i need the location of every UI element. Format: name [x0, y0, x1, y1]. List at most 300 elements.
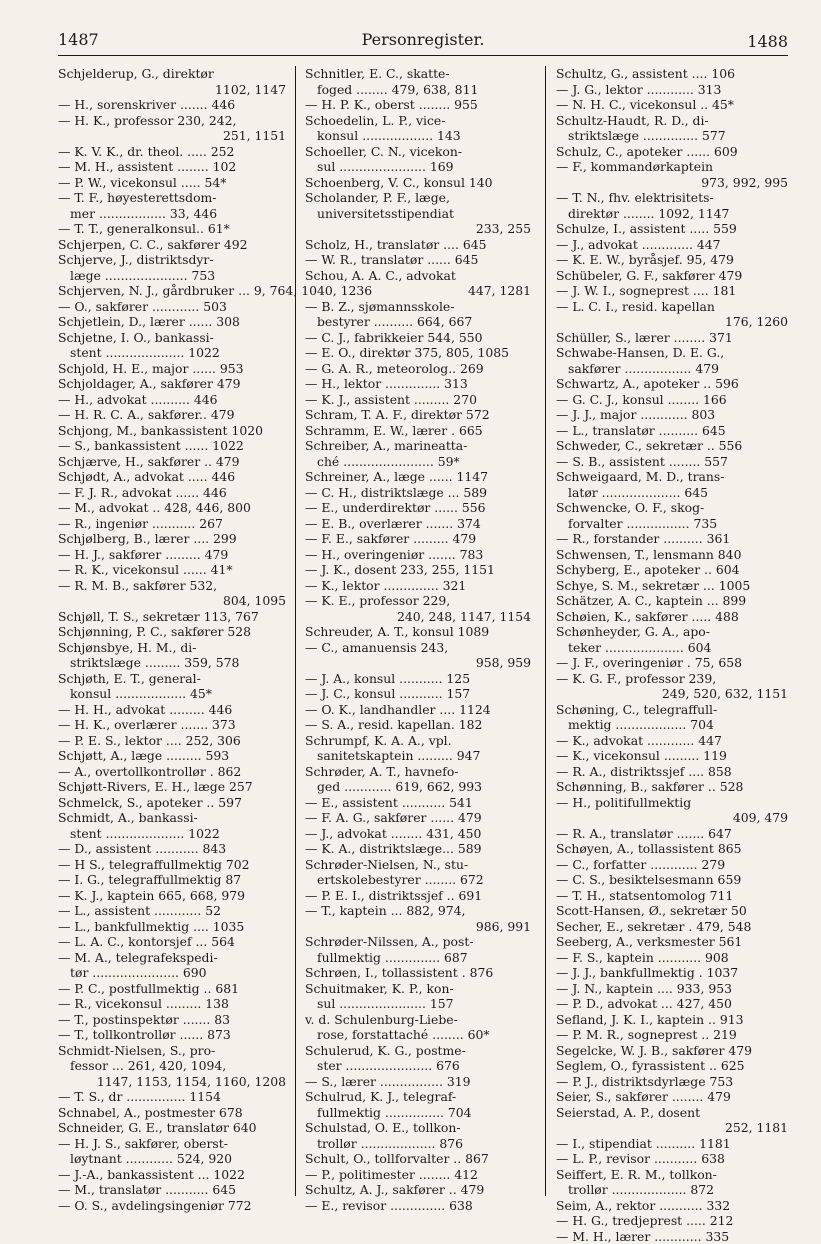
- entry-line: Schjetne, I. O., bankassi-: [58, 330, 286, 346]
- entry-line: — O., sakfører ............ 503: [58, 299, 286, 315]
- entry-line: — M., advokat .. 428, 446, 800: [58, 500, 286, 516]
- entry-line: — H. R. C. A., sakfører.. 479: [58, 407, 286, 423]
- entry-continuation-line: stent .................... 1022: [58, 345, 286, 361]
- register-entry: [556, 748, 788, 764]
- register-entry: [556, 903, 788, 919]
- entry-continuation-line: 1147, 1153, 1154, 1160, 1208: [58, 1074, 286, 1090]
- entry-line: Seglem, O., fyrassistent .. 625: [556, 1058, 788, 1074]
- entry-line: Schram, T. A. F., direktør 572: [305, 407, 531, 423]
- entry-continuation-line: 176, 1260: [556, 314, 788, 330]
- register-entry: [556, 159, 788, 190]
- register-entry: [556, 624, 788, 655]
- entry-line: — H., politifullmektig: [556, 795, 788, 811]
- register-entry: [556, 934, 788, 950]
- register-entry: [305, 144, 531, 175]
- register-entry: [58, 1182, 286, 1198]
- entry-line: Schjønning, P. C., sakfører 528: [58, 624, 286, 640]
- register-entry: [556, 655, 788, 671]
- entry-line: Schjølberg, B., lærer .... 299: [58, 531, 286, 547]
- register-entry: [58, 97, 286, 113]
- entry-line: — T., postinspektør ....... 83: [58, 1012, 286, 1028]
- entry-continuation-line: universitetsstipendiat: [305, 206, 531, 222]
- register-entry: [556, 702, 788, 733]
- entry-line: — R., ingeniør ........... 267: [58, 516, 286, 532]
- register-entry: [58, 981, 286, 997]
- entry-continuation-line: 409, 479: [556, 810, 788, 826]
- register-entry: [305, 965, 531, 981]
- entry-line: Schultz, A. J., sakfører .. 479: [305, 1182, 531, 1198]
- entry-line: — J., advokat ............. 447: [556, 237, 788, 253]
- entry-line: — L. P., revisor ........... 638: [556, 1151, 788, 1167]
- register-entry: [556, 268, 788, 284]
- entry-line: Schmidt, A., bankassi-: [58, 810, 286, 826]
- entry-line: — I. G., telegraffullmektig 87: [58, 872, 286, 888]
- register-entry: [58, 748, 286, 764]
- register-entry: [58, 252, 286, 283]
- entry-line: — C., amanuensis 243,: [305, 640, 531, 656]
- register-entry: [58, 392, 286, 408]
- entry-line: — J. G., lektor ............ 313: [556, 82, 788, 98]
- register-entry: [58, 1167, 286, 1183]
- entry-line: — R. A., translatør ....... 647: [556, 826, 788, 842]
- register-entry: [556, 779, 788, 795]
- entry-line: — K., vicekonsul ......... 119: [556, 748, 788, 764]
- entry-line: — P. E. I., distriktssjef .. 691: [305, 888, 531, 904]
- entry-line: Schønheyder, G. A., apo-: [556, 624, 788, 640]
- register-entry: [556, 996, 788, 1012]
- register-entry: [58, 237, 286, 253]
- entry-continuation-line: 240, 248, 1147, 1154: [305, 609, 531, 625]
- entry-line: Schreuder, A. T., konsul 1089: [305, 624, 531, 640]
- register-entry: [556, 531, 788, 547]
- register-entry: [556, 423, 788, 439]
- page-number-left: 1487: [58, 30, 99, 49]
- register-entry: [305, 237, 531, 253]
- register-entry: [305, 857, 531, 888]
- entry-line: — C. H., distriktslæge ... 589: [305, 485, 531, 501]
- register-entry: [58, 1120, 286, 1136]
- register-entry: [58, 934, 286, 950]
- entry-line: Scholander, P. F., læge,: [305, 190, 531, 206]
- register-entry: [305, 671, 531, 687]
- entry-line: — L., bankfullmektig .... 1035: [58, 919, 286, 935]
- entry-line: — R. A., distriktssjef .... 858: [556, 764, 788, 780]
- entry-line: — M., translatør ........... 645: [58, 1182, 286, 1198]
- entry-line: — G. A. R., meteorolog.. 269: [305, 361, 531, 377]
- register-entry: [58, 407, 286, 423]
- entry-line: — O. S., avdelingsingeniør 772: [58, 1198, 286, 1214]
- register-entry: [556, 1229, 788, 1244]
- page-title: Personregister.: [58, 30, 788, 49]
- register-entry: [58, 888, 286, 904]
- entry-line: Schjong, M., bankassistent 1020: [58, 423, 286, 439]
- register-entry: [305, 547, 531, 563]
- register-entry: [58, 66, 286, 97]
- entry-line: — F. E., sakfører ......... 479: [305, 531, 531, 547]
- register-entry: [556, 438, 788, 454]
- register-entry: [305, 1012, 531, 1043]
- register-entry: [58, 531, 286, 547]
- header-rule: [58, 55, 788, 56]
- register-entry: [305, 407, 531, 423]
- entry-continuation-line: konsul .................. 45*: [58, 686, 286, 702]
- register-entry: [305, 66, 531, 97]
- entry-line: Schmelck, S., apoteker .. 597: [58, 795, 286, 811]
- register-entry: [556, 981, 788, 997]
- register-entry: [305, 1074, 531, 1090]
- register-entry: [305, 1167, 531, 1183]
- entry-line: — C. S., besiktelsesmann 659: [556, 872, 788, 888]
- register-entry: [58, 469, 286, 485]
- entry-continuation-line: 249, 520, 632, 1151: [556, 686, 788, 702]
- entry-line: — E., revisor .............. 638: [305, 1198, 531, 1214]
- register-entry: [58, 810, 286, 841]
- register-entry: [556, 454, 788, 470]
- register-entry: [305, 1151, 531, 1167]
- entry-line: — S., bankassistent ...... 1022: [58, 438, 286, 454]
- register-entry: [305, 640, 531, 671]
- entry-continuation-line: teker .................... 604: [556, 640, 788, 656]
- register-entry: [556, 1043, 788, 1059]
- entry-line: — M. H., assistent ........ 102: [58, 159, 286, 175]
- entry-line: Schjerve, J., distriktsdyr-: [58, 252, 286, 268]
- entry-line: — P., politimester ........ 412: [305, 1167, 531, 1183]
- entry-line: — T., kaptein ... 882, 974,: [305, 903, 531, 919]
- register-entry: [305, 500, 531, 516]
- register-column-1: [58, 66, 286, 1213]
- register-entry: [556, 826, 788, 842]
- entry-continuation-line: 251, 1151: [58, 128, 286, 144]
- entry-line: — H. J., sakfører ......... 479: [58, 547, 286, 563]
- entry-continuation-line: mektig .................. 704: [556, 717, 788, 733]
- entry-line: Schjoldager, A., sakfører 479: [58, 376, 286, 392]
- register-entry: [556, 237, 788, 253]
- register-entry: [305, 934, 531, 965]
- entry-line: Schøyen, A., tollassistent 865: [556, 841, 788, 857]
- entry-line: — R., forstander .......... 361: [556, 531, 788, 547]
- register-entry: [305, 252, 531, 268]
- register-entry: [58, 113, 286, 144]
- entry-line: Schjøtt, A., læge ......... 593: [58, 748, 286, 764]
- entry-line: Schoenberg, V. C., konsul 140: [305, 175, 531, 191]
- entry-line: — E., assistent ........... 541: [305, 795, 531, 811]
- entry-line: — S. A., resid. kapellan. 182: [305, 717, 531, 733]
- entry-line: Schrøder-Nielsen, N., stu-: [305, 857, 531, 873]
- register-entry: [556, 950, 788, 966]
- register-entry: [305, 1089, 531, 1120]
- entry-line: Schrøder, A. T., havnefo-: [305, 764, 531, 780]
- entry-line: Schätzer, A. C., kaptein ... 899: [556, 593, 788, 609]
- register-column-2: [305, 66, 531, 1213]
- register-entry: [58, 795, 286, 811]
- register-entry: [305, 345, 531, 361]
- entry-continuation-line: sul ...................... 157: [305, 996, 531, 1012]
- register-entry: [58, 1089, 286, 1105]
- register-entry: [556, 330, 788, 346]
- entry-line: — T. S., dr ............... 1154: [58, 1089, 286, 1105]
- entry-line: — H S., telegraffullmektig 702: [58, 857, 286, 873]
- entry-continuation-line: 252, 1181: [556, 1120, 788, 1136]
- entry-line: — J., advokat ........ 431, 450: [305, 826, 531, 842]
- register-entry: [58, 438, 286, 454]
- register-entry: [58, 717, 286, 733]
- entry-line: — J. C., konsul ........... 157: [305, 686, 531, 702]
- register-entry: [305, 686, 531, 702]
- entry-line: — L. C. I., resid. kapellan: [556, 299, 788, 315]
- register-entry: [305, 438, 531, 469]
- register-entry: [305, 392, 531, 408]
- entry-line: Scott-Hansen, Ø., sekretær 50: [556, 903, 788, 919]
- entry-line: — C., forfatter ............ 279: [556, 857, 788, 873]
- entry-line: Schye, S. M., sekretær ... 1005: [556, 578, 788, 594]
- register-entry: [58, 159, 286, 175]
- register-entry: [305, 330, 531, 346]
- register-entry: [58, 733, 286, 749]
- entry-line: — H. P. K., oberst ........ 955: [305, 97, 531, 113]
- register-entry: [58, 1105, 286, 1121]
- entry-continuation-line: 958, 959: [305, 655, 531, 671]
- entry-line: — F. J. R., advokat ...... 446: [58, 485, 286, 501]
- entry-line: Schjerven, N. J., gårdbruker ... 9, 764, 1040, 1236: [58, 283, 286, 299]
- entry-continuation-line: fessor ... 261, 420, 1094,: [58, 1058, 286, 1074]
- register-entry: [556, 113, 788, 144]
- entry-line: Schjerpen, C. C., sakfører 492: [58, 237, 286, 253]
- entry-line: — H. K., professor 230, 242,: [58, 113, 286, 129]
- entry-line: — I., stipendiat .......... 1181: [556, 1136, 788, 1152]
- register-entry: [58, 485, 286, 501]
- register-entry: [305, 299, 531, 330]
- entry-line: Schramm, E. W., lærer . 665: [305, 423, 531, 439]
- register-entry: [556, 888, 788, 904]
- entry-line: — H., sorenskriver ....... 446: [58, 97, 286, 113]
- entry-line: Schou, A. A. C., advokat: [305, 268, 531, 284]
- entry-line: Schulerud, K. G., postme-: [305, 1043, 531, 1059]
- entry-line: Schuitmaker, K. P., kon-: [305, 981, 531, 997]
- register-entry: [58, 1136, 286, 1167]
- entry-continuation-line: trollør ................... 876: [305, 1136, 531, 1152]
- entry-line: — K. V. K., dr. theol. ..... 252: [58, 144, 286, 160]
- register-entry: [305, 516, 531, 532]
- entry-line: — H., overingeniør ....... 783: [305, 547, 531, 563]
- entry-line: — J. J., major ............ 803: [556, 407, 788, 423]
- entry-line: — P. D., advokat ... 427, 450: [556, 996, 788, 1012]
- register-entry: [556, 1136, 788, 1152]
- entry-line: — T. H., statsentomolog 711: [556, 888, 788, 904]
- entry-continuation-line: løytnant ............ 524, 920: [58, 1151, 286, 1167]
- column-divider-1: [295, 66, 296, 1196]
- register-entry: [556, 1074, 788, 1090]
- entry-line: — A., overtollkontrollør . 862: [58, 764, 286, 780]
- register-entry: [305, 485, 531, 501]
- register-entry: [556, 1027, 788, 1043]
- entry-line: — R., vicekonsul ......... 138: [58, 996, 286, 1012]
- entry-line: Seeberg, A., verksmester 561: [556, 934, 788, 950]
- entry-line: — K. J., assistent ......... 270: [305, 392, 531, 408]
- register-entry: [58, 857, 286, 873]
- entry-continuation-line: direktør ........ 1092, 1147: [556, 206, 788, 222]
- entry-line: v. d. Schulenburg-Liebe-: [305, 1012, 531, 1028]
- entry-line: — P. M. R., sogneprest .. 219: [556, 1027, 788, 1043]
- entry-line: Schulz, C., apoteker ...... 609: [556, 144, 788, 160]
- register-entry: [58, 175, 286, 191]
- register-entry: [305, 717, 531, 733]
- entry-line: — J. N., kaptein .... 933, 953: [556, 981, 788, 997]
- register-entry: [305, 841, 531, 857]
- register-entry: [58, 671, 286, 702]
- entry-line: — P. W., vicekonsul ..... 54*: [58, 175, 286, 191]
- register-entry: [58, 190, 286, 221]
- register-entry: [556, 376, 788, 392]
- register-column-3: [556, 66, 788, 1244]
- register-entry: [58, 919, 286, 935]
- entry-line: Secher, E., sekretær . 479, 548: [556, 919, 788, 935]
- entry-continuation-line: foged ........ 479, 638, 811: [305, 82, 531, 98]
- register-entry: [58, 702, 286, 718]
- entry-line: Schrumpf, K. A. A., vpl.: [305, 733, 531, 749]
- register-entry: [58, 314, 286, 330]
- entry-line: Schjøll, T. S., sekretær 113, 767: [58, 609, 286, 625]
- register-entry: [556, 1012, 788, 1028]
- register-entry: [556, 407, 788, 423]
- entry-line: Segelcke, W. J. B., sakfører 479: [556, 1043, 788, 1059]
- entry-line: Schjønsbye, H. M., di-: [58, 640, 286, 656]
- register-entry: [58, 454, 286, 470]
- register-entry: [58, 221, 286, 237]
- entry-line: — T., tollkontrollør ...... 873: [58, 1027, 286, 1043]
- register-entry: [305, 764, 531, 795]
- entry-line: — N. H. C., vicekonsul .. 45*: [556, 97, 788, 113]
- entry-continuation-line: 447, 1281: [305, 283, 531, 299]
- register-entry: [305, 795, 531, 811]
- register-entry: [305, 469, 531, 485]
- entry-line: — K. J., kaptein 665, 668, 979: [58, 888, 286, 904]
- entry-line: Schøien, K., sakfører ..... 488: [556, 609, 788, 625]
- entry-line: Schnitler, E. C., skatte-: [305, 66, 531, 82]
- register-entry: [58, 330, 286, 361]
- entry-line: — H. K., overlærer ....... 373: [58, 717, 286, 733]
- entry-line: — H., advokat .......... 446: [58, 392, 286, 408]
- register-entry: [556, 1198, 788, 1214]
- register-entry: [58, 779, 286, 795]
- entry-line: Schwabe-Hansen, D. E. G.,: [556, 345, 788, 361]
- register-entry: [305, 97, 531, 113]
- entry-line: — P. C., postfullmektig .. 681: [58, 981, 286, 997]
- register-entry: [58, 996, 286, 1012]
- entry-line: Schwensen, T., lensmann 840: [556, 547, 788, 563]
- register-entry: [58, 872, 286, 888]
- register-entry: [556, 671, 788, 702]
- entry-line: — K., advokat ............ 447: [556, 733, 788, 749]
- entry-line: Schrøder-Nilssen, A., post-: [305, 934, 531, 950]
- entry-line: — E. B., overlærer ....... 374: [305, 516, 531, 532]
- register-entry: [305, 376, 531, 392]
- register-entry: [556, 392, 788, 408]
- entry-line: — S. B., assistent ........ 557: [556, 454, 788, 470]
- entry-line: — T. N., fhv. elektrisitets-: [556, 190, 788, 206]
- register-entry: [305, 562, 531, 578]
- entry-line: Schwartz, A., apoteker .. 596: [556, 376, 788, 392]
- entry-line: Schjetlein, D., lærer ...... 308: [58, 314, 286, 330]
- entry-line: Schrøen, I., tollassistent . 876: [305, 965, 531, 981]
- entry-line: Schultz-Haudt, R. D., di-: [556, 113, 788, 129]
- entry-line: — H. G., tredjeprest ..... 212: [556, 1213, 788, 1229]
- entry-line: Sefland, J. K. I., kaptein .. 913: [556, 1012, 788, 1028]
- page-header: [58, 30, 788, 54]
- entry-continuation-line: fullmektig .............. 687: [305, 950, 531, 966]
- entry-line: Schoedelin, L. P., vice-: [305, 113, 531, 129]
- register-entry: [58, 1027, 286, 1043]
- entry-line: — D., assistent ........... 843: [58, 841, 286, 857]
- register-entry: [58, 1198, 286, 1214]
- register-entry: [305, 1120, 531, 1151]
- register-entry: [58, 1012, 286, 1028]
- entry-continuation-line: konsul .................. 143: [305, 128, 531, 144]
- entry-line: Schweigaard, M. D., trans-: [556, 469, 788, 485]
- entry-continuation-line: striktslæge .............. 577: [556, 128, 788, 144]
- entry-line: — F. A. G., sakfører ...... 479: [305, 810, 531, 826]
- register-entry: [58, 640, 286, 671]
- entry-line: — F. S., kaptein ........... 908: [556, 950, 788, 966]
- entry-line: — W. R., translatør ...... 645: [305, 252, 531, 268]
- register-entry: [58, 903, 286, 919]
- register-entry: [556, 872, 788, 888]
- entry-line: — E., underdirektør ...... 556: [305, 500, 531, 516]
- register-entry: [305, 423, 531, 439]
- entry-line: — J.-A., bankassistent ... 1022: [58, 1167, 286, 1183]
- entry-line: — F., kommandørkaptein: [556, 159, 788, 175]
- entry-line: — K. A., distriktslæge... 589: [305, 841, 531, 857]
- register-entry: [58, 283, 286, 299]
- entry-continuation-line: læge ..................... 753: [58, 268, 286, 284]
- register-entry: [58, 299, 286, 315]
- entry-continuation-line: mer ................. 33, 446: [58, 206, 286, 222]
- entry-line: Schønning, B., sakfører .. 528: [556, 779, 788, 795]
- register-entry: [58, 144, 286, 160]
- register-entry: [556, 1105, 788, 1136]
- register-entry: [305, 175, 531, 191]
- entry-continuation-line: fullmektig ............... 704: [305, 1105, 531, 1121]
- register-entry: [305, 113, 531, 144]
- entry-continuation-line: sanitetskaptein ......... 947: [305, 748, 531, 764]
- entry-line: Schübeler, G. F., sakfører 479: [556, 268, 788, 284]
- register-entry: [556, 252, 788, 268]
- register-entry: [556, 469, 788, 500]
- entry-continuation-line: sakfører ................. 479: [556, 361, 788, 377]
- register-entry: [556, 221, 788, 237]
- entry-continuation-line: 1102, 1147: [58, 82, 286, 98]
- entry-line: — G. C. J., konsul ........ 166: [556, 392, 788, 408]
- entry-line: — J. K., dosent 233, 255, 1151: [305, 562, 531, 578]
- register-entry: [58, 423, 286, 439]
- register-entry: [556, 1151, 788, 1167]
- entry-line: — S., lærer ................ 319: [305, 1074, 531, 1090]
- entry-continuation-line: 986, 991: [305, 919, 531, 935]
- entry-line: — J. W. I., sogneprest .... 181: [556, 283, 788, 299]
- entry-line: Schulze, I., assistent ..... 559: [556, 221, 788, 237]
- entry-continuation-line: ged ............ 619, 662, 993: [305, 779, 531, 795]
- register-entry: [556, 97, 788, 113]
- register-entry: [58, 376, 286, 392]
- register-entry: [58, 361, 286, 377]
- entry-line: — R. K., vicekonsul ...... 41*: [58, 562, 286, 578]
- entry-line: — R. M. B., sakfører 532,: [58, 578, 286, 594]
- entry-line: Seier, S., sakfører ........ 479: [556, 1089, 788, 1105]
- entry-line: Schulstad, O. E., tollkon-: [305, 1120, 531, 1136]
- register-entry: [58, 609, 286, 625]
- entry-line: Schjold, H. E., major ...... 953: [58, 361, 286, 377]
- register-entry: [305, 190, 531, 237]
- entry-continuation-line: ché ....................... 59*: [305, 454, 531, 470]
